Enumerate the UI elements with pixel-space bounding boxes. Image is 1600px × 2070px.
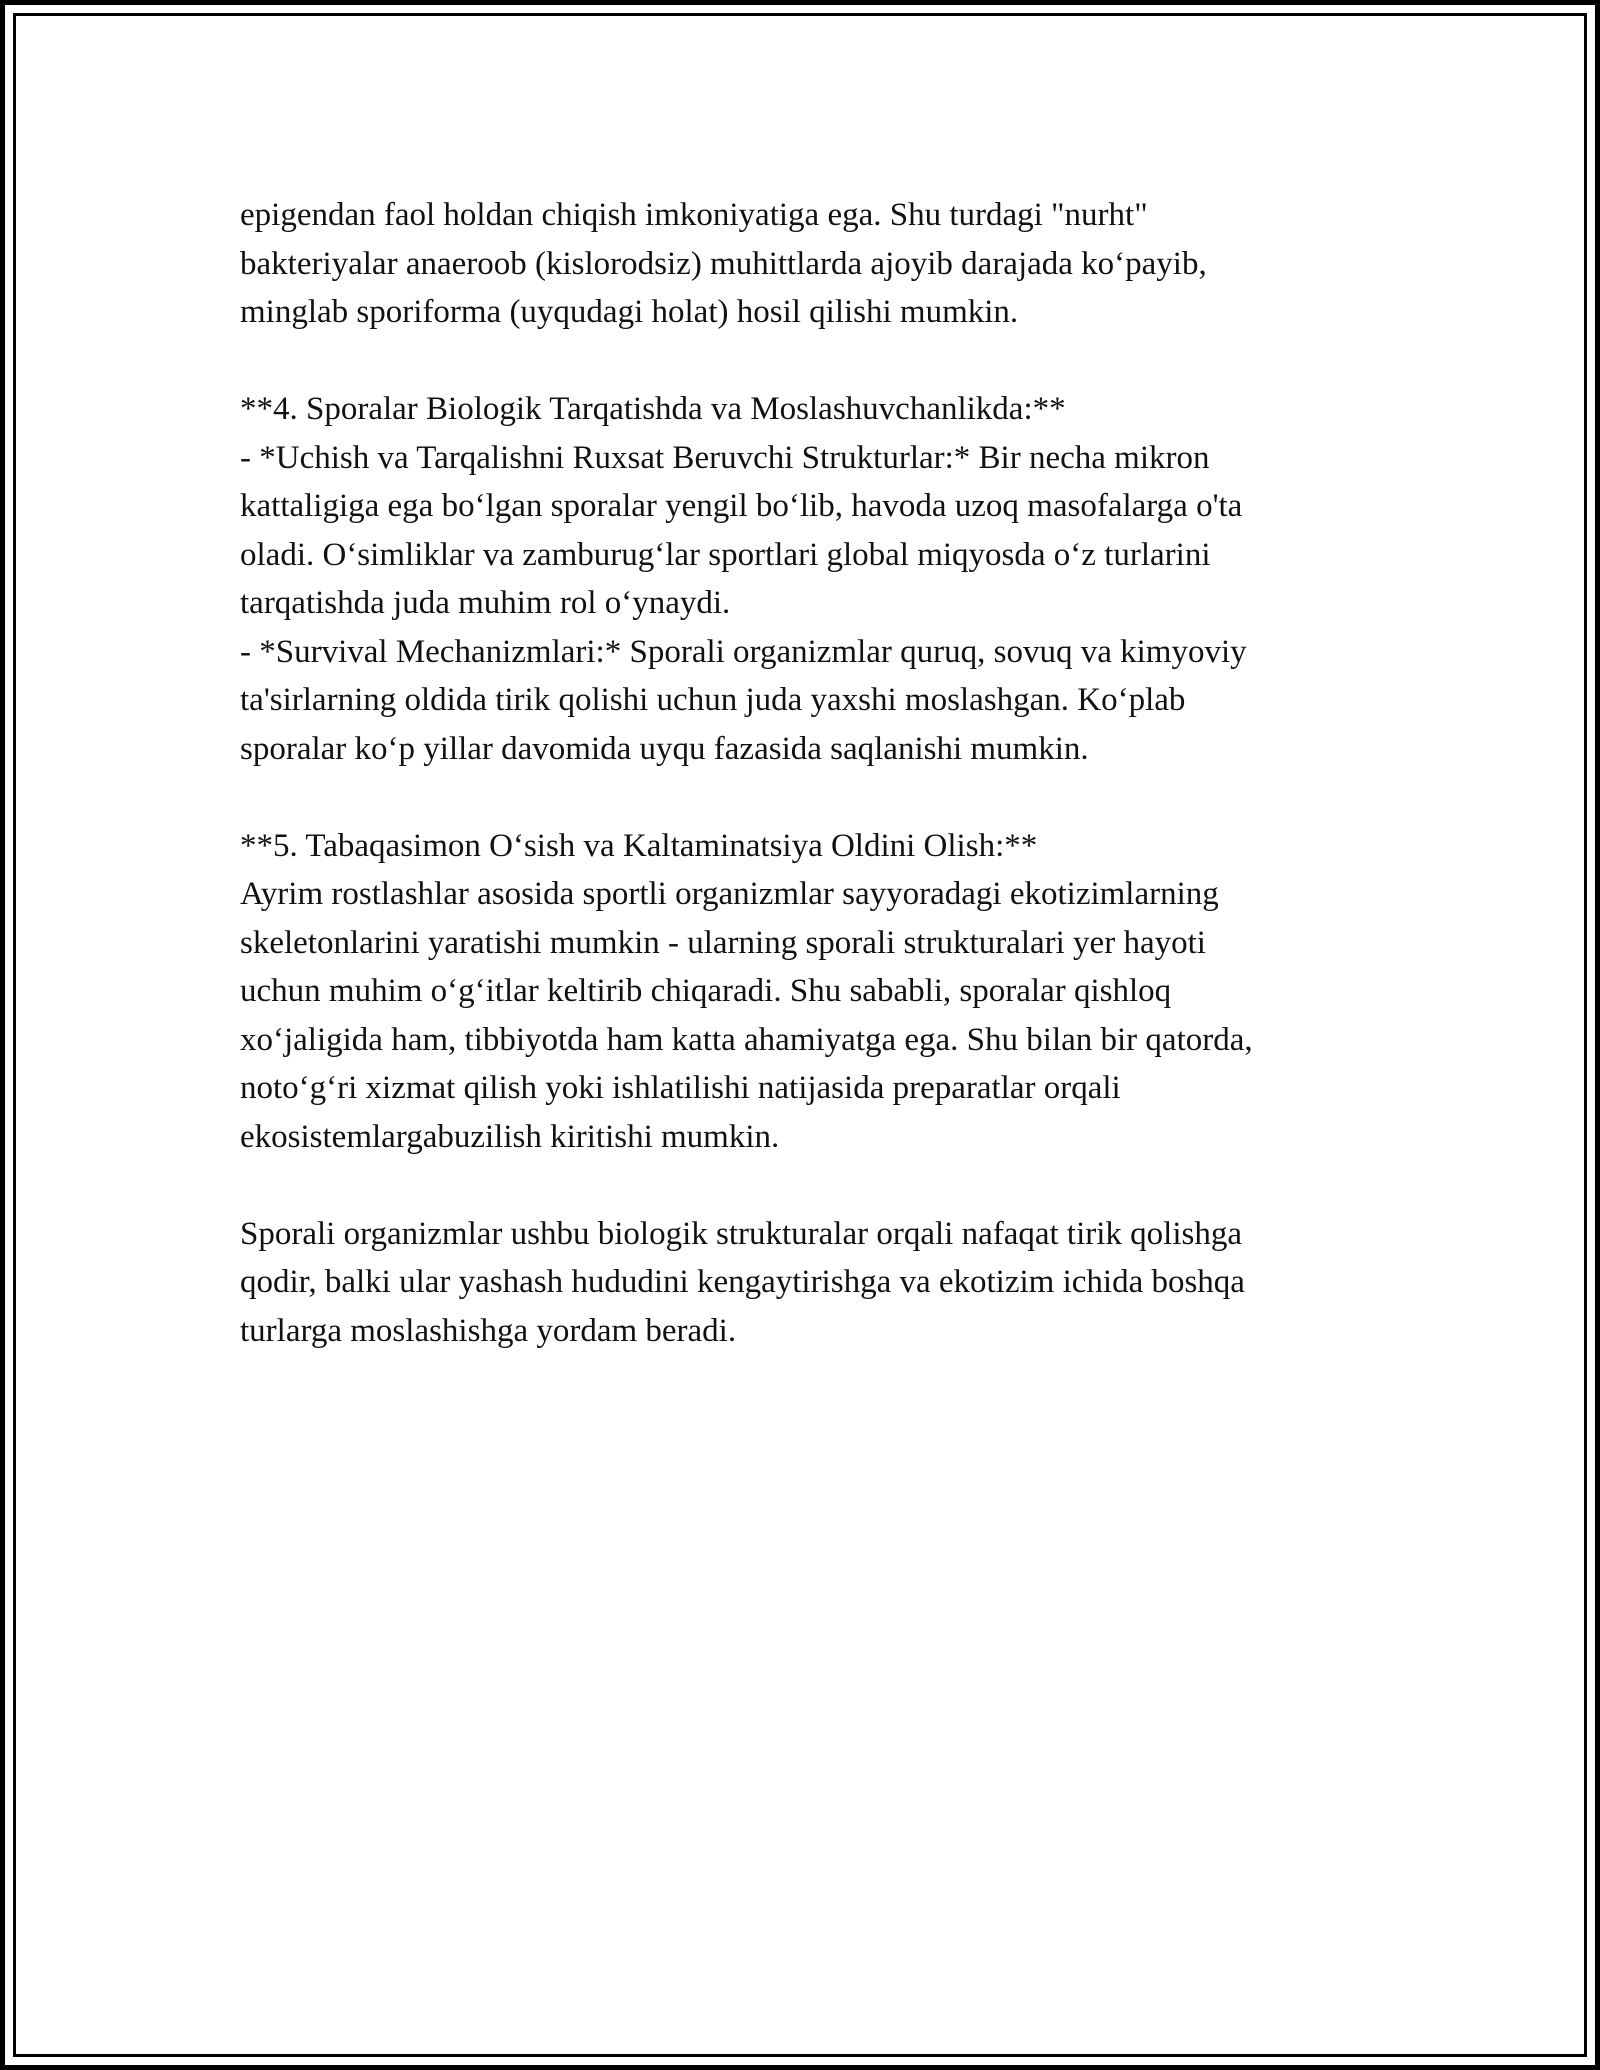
text-line: ekosistemlargabuzilish kiritishi mumkin. <box>240 1118 780 1155</box>
text-line: oladi. O‘simliklar va zamburug‘lar sportlari global miqyosda o‘z turlarini <box>240 536 1211 573</box>
text-line: kattaligiga ega bo‘lgan sporalar yengil bo‘lib, havoda uzoq masofalarga o'ta <box>240 488 1243 524</box>
text-line: skeletonlarini yaratishi mumkin - ularning sporali strukturalari yer hayoti <box>240 924 1206 961</box>
text-line: turlarga moslashishga yordam beradi. <box>240 1312 737 1349</box>
paragraph-intro <box>240 191 1390 337</box>
section-heading: **5. Tabaqasimon O‘sish va Kaltaminatsiya Oldini Olish:** <box>240 827 1038 864</box>
text-line: uchun muhim o‘g‘itlar keltirib chiqaradi. Shu sababli, sporalar qishloq <box>240 973 1172 1009</box>
text-line: tarqatishda juda muhim rol o‘ynaydi. <box>240 585 731 621</box>
text-line: sporalar ko‘p yillar davomida uyqu fazasida saqlanishi mumkin. <box>240 730 1089 767</box>
paragraph-conclusion <box>240 1210 1390 1356</box>
section-4 <box>240 385 1390 773</box>
text-line: qodir, balki ular yashash hududini kengaytirishga va ekotizim ichida boshqa <box>240 1264 1245 1300</box>
text-line: - *Survival Mechanizmlari:* Sporali organizmlar quruq, sovuq va kimyoviy <box>240 633 1247 670</box>
paragraph-gap <box>240 337 1390 386</box>
paragraph-gap <box>240 773 1390 822</box>
text-line: epigendan faol holdan chiqish imkoniyatiga ega. Shu turdagi "nurht" <box>240 197 1148 233</box>
paragraph-gap <box>240 1161 1390 1210</box>
text-line: xo‘jaligida ham, tibbiyotda ham katta ahamiyatga ega. Shu bilan bir qatorda, <box>240 1021 1253 1058</box>
text-line: Ayrim rostlashlar asosida sportli organizmlar sayyoradagi ekotizimlarning <box>240 876 1219 912</box>
text-line: minglab sporiforma (uyqudagi holat) hosil qilishi mumkin. <box>240 294 1019 330</box>
text-line: bakteriyalar anaeroob (kislorodsiz) muhittlarda ajoyib darajada ko‘payib, <box>240 245 1207 282</box>
text-line: Sporali organizmlar ushbu biologik strukturalar orqali nafaqat tirik qolishga <box>240 1215 1243 1252</box>
section-5 <box>240 822 1390 1162</box>
text-line: ta'sirlarning oldida tirik qolishi uchun juda yaxshi moslashgan. Ko‘plab <box>240 682 1186 718</box>
text-line: noto‘g‘ri xizmat qilish yoki ishlatilishi natijasida preparatlar orqali <box>240 1070 1121 1106</box>
section-heading: **4. Sporalar Biologik Tarqatishda va Moslashuvchanlikda:** <box>240 391 1066 427</box>
text-line: - *Uchish va Tarqalishni Ruxsat Beruvchi Strukturlar:* Bir necha mikron <box>240 439 1210 476</box>
document-body <box>240 191 1390 1355</box>
